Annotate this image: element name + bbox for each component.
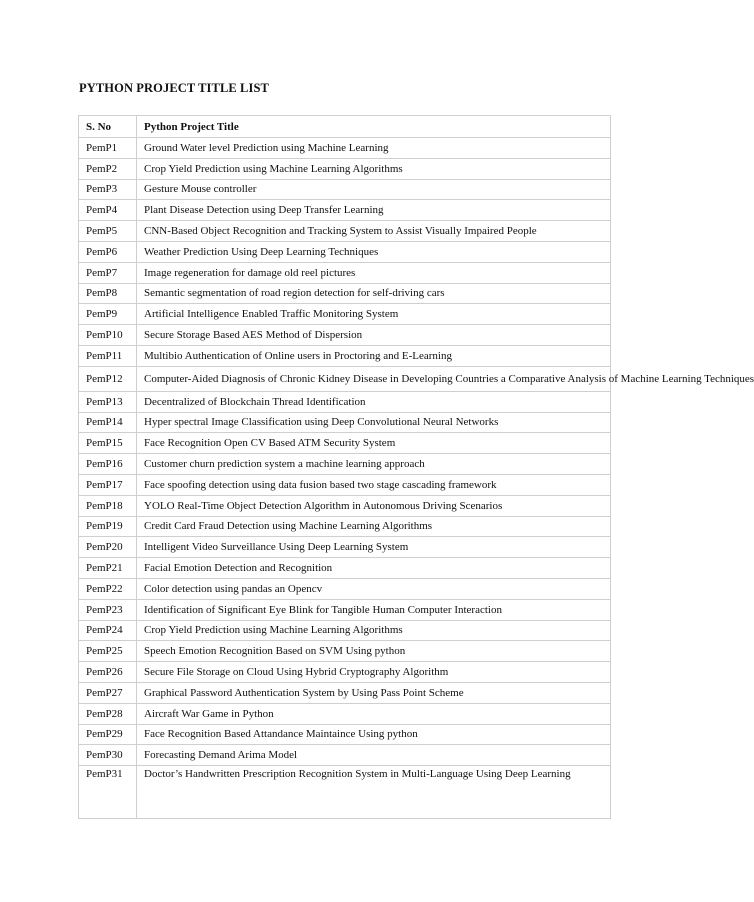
project-title-cell: Decentralized of Blockchain Thread Identification <box>137 391 611 412</box>
serial-number-cell: PemP8 <box>79 283 137 304</box>
serial-number-cell: PemP29 <box>79 724 137 745</box>
table-row <box>79 662 611 683</box>
project-title-cell: Secure File Storage on Cloud Using Hybrid Cryptography Algorithm <box>137 662 611 683</box>
serial-number-cell: PemP6 <box>79 241 137 262</box>
table-row <box>79 474 611 495</box>
serial-number-cell: PemP11 <box>79 345 137 366</box>
project-title-cell: Aircraft War Game in Python <box>137 703 611 724</box>
table-row <box>79 179 611 200</box>
project-title-cell: Plant Disease Detection using Deep Transfer Learning <box>137 200 611 221</box>
project-title-cell: Ground Water level Prediction using Machine Learning <box>137 138 611 159</box>
serial-number-cell: PemP18 <box>79 495 137 516</box>
table-row <box>79 412 611 433</box>
project-title-cell: Credit Card Fraud Detection using Machine Learning Algorithms <box>137 516 611 537</box>
project-title-table <box>78 115 754 819</box>
project-title-cell: CNN-Based Object Recognition and Tracking System to Assist Visually Impaired People <box>137 221 611 242</box>
serial-number-cell: PemP25 <box>79 641 137 662</box>
serial-number-cell: PemP2 <box>79 158 137 179</box>
project-title-cell: Hyper spectral Image Classification using Deep Convolutional Neural Networks <box>137 412 611 433</box>
serial-number-cell: PemP26 <box>79 662 137 683</box>
project-title-cell: Intelligent Video Surveillance Using Deep Learning System <box>137 537 611 558</box>
serial-number-cell: PemP21 <box>79 558 137 579</box>
table-row <box>79 138 611 159</box>
serial-number-cell: PemP31 <box>79 766 137 819</box>
table-row <box>79 200 611 221</box>
table-row <box>79 304 611 325</box>
serial-number-header: S. No <box>79 116 137 138</box>
project-title-cell: Crop Yield Prediction using Machine Learning Algorithms <box>137 158 611 179</box>
table-row <box>79 283 611 304</box>
serial-number-cell: PemP20 <box>79 537 137 558</box>
table-row <box>79 325 611 346</box>
page-title: PYTHON PROJECT TITLE LIST <box>79 81 269 95</box>
table-row <box>79 578 611 599</box>
project-title-cell: Forecasting Demand Arima Model <box>137 745 611 766</box>
project-title-cell: Computer-Aided Diagnosis of Chronic Kidney Disease in Developing Countries a Comparative Analysis of Machine Learning Techniques <box>137 366 611 391</box>
project-title-cell: Doctor’s Handwritten Prescription Recognition System in Multi-Language Using Deep Learning <box>137 766 611 819</box>
table-row <box>79 682 611 703</box>
table-row <box>79 345 611 366</box>
project-title-cell: Facial Emotion Detection and Recognition <box>137 558 611 579</box>
project-title-cell: Crop Yield Prediction using Machine Learning Algorithms <box>137 620 611 641</box>
table-row <box>79 262 611 283</box>
serial-number-cell: PemP7 <box>79 262 137 283</box>
table-row <box>79 454 611 475</box>
serial-number-cell: PemP12 <box>79 366 137 391</box>
table-row <box>79 724 611 745</box>
project-title-cell: Face Recognition Open CV Based ATM Security System <box>137 433 611 454</box>
table-body <box>79 138 754 819</box>
table-row <box>79 537 611 558</box>
serial-number-cell: PemP27 <box>79 682 137 703</box>
project-title-cell: Gesture Mouse controller <box>137 179 611 200</box>
table-row <box>79 516 611 537</box>
project-title-cell: Secure Storage Based AES Method of Dispersion <box>137 325 611 346</box>
table-row <box>79 558 611 579</box>
serial-number-cell: PemP4 <box>79 200 137 221</box>
table-row <box>79 391 611 412</box>
serial-number-cell: PemP24 <box>79 620 137 641</box>
project-title-cell: Image regeneration for damage old reel pictures <box>137 262 611 283</box>
project-title-cell: Face spoofing detection using data fusion based two stage cascading framework <box>137 474 611 495</box>
serial-number-cell: PemP3 <box>79 179 137 200</box>
serial-number-cell: PemP9 <box>79 304 137 325</box>
table-row <box>79 620 611 641</box>
table-row <box>79 495 611 516</box>
table-row <box>79 366 611 391</box>
project-title-cell: Weather Prediction Using Deep Learning Techniques <box>137 241 611 262</box>
project-title-cell: YOLO Real-Time Object Detection Algorithm in Autonomous Driving Scenarios <box>137 495 611 516</box>
project-title-header: Python Project Title <box>137 116 611 138</box>
project-title-cell: Artificial Intelligence Enabled Traffic Monitoring System <box>137 304 611 325</box>
serial-number-cell: PemP16 <box>79 454 137 475</box>
project-title-cell: Color detection using pandas an Opencv <box>137 578 611 599</box>
table-row <box>79 766 611 819</box>
table-row <box>79 599 611 620</box>
serial-number-cell: PemP1 <box>79 138 137 159</box>
serial-number-cell: PemP19 <box>79 516 137 537</box>
serial-number-cell: PemP15 <box>79 433 137 454</box>
project-title-cell: Graphical Password Authentication System by Using Pass Point Scheme <box>137 682 611 703</box>
serial-number-cell: PemP10 <box>79 325 137 346</box>
table-row <box>79 433 611 454</box>
project-title-cell: Multibio Authentication of Online users in Proctoring and E-Learning <box>137 345 611 366</box>
project-title-cell: Speech Emotion Recognition Based on SVM Using python <box>137 641 611 662</box>
project-title-cell: Customer churn prediction system a machine learning approach <box>137 454 611 475</box>
table-row <box>79 641 611 662</box>
serial-number-cell: PemP28 <box>79 703 137 724</box>
table-row <box>79 745 611 766</box>
serial-number-cell: PemP17 <box>79 474 137 495</box>
table-row <box>79 158 611 179</box>
project-title-cell: Identification of Significant Eye Blink for Tangible Human Computer Interaction <box>137 599 611 620</box>
table-row <box>79 703 611 724</box>
serial-number-cell: PemP22 <box>79 578 137 599</box>
table-row <box>79 241 611 262</box>
project-title-cell: Face Recognition Based Attandance Maintaince Using python <box>137 724 611 745</box>
serial-number-cell: PemP13 <box>79 391 137 412</box>
project-title-cell: Semantic segmentation of road region detection for self-driving cars <box>137 283 611 304</box>
serial-number-cell: PemP23 <box>79 599 137 620</box>
serial-number-cell: PemP30 <box>79 745 137 766</box>
table-row <box>79 221 611 242</box>
serial-number-cell: PemP14 <box>79 412 137 433</box>
table-header-row <box>79 116 611 138</box>
serial-number-cell: PemP5 <box>79 221 137 242</box>
